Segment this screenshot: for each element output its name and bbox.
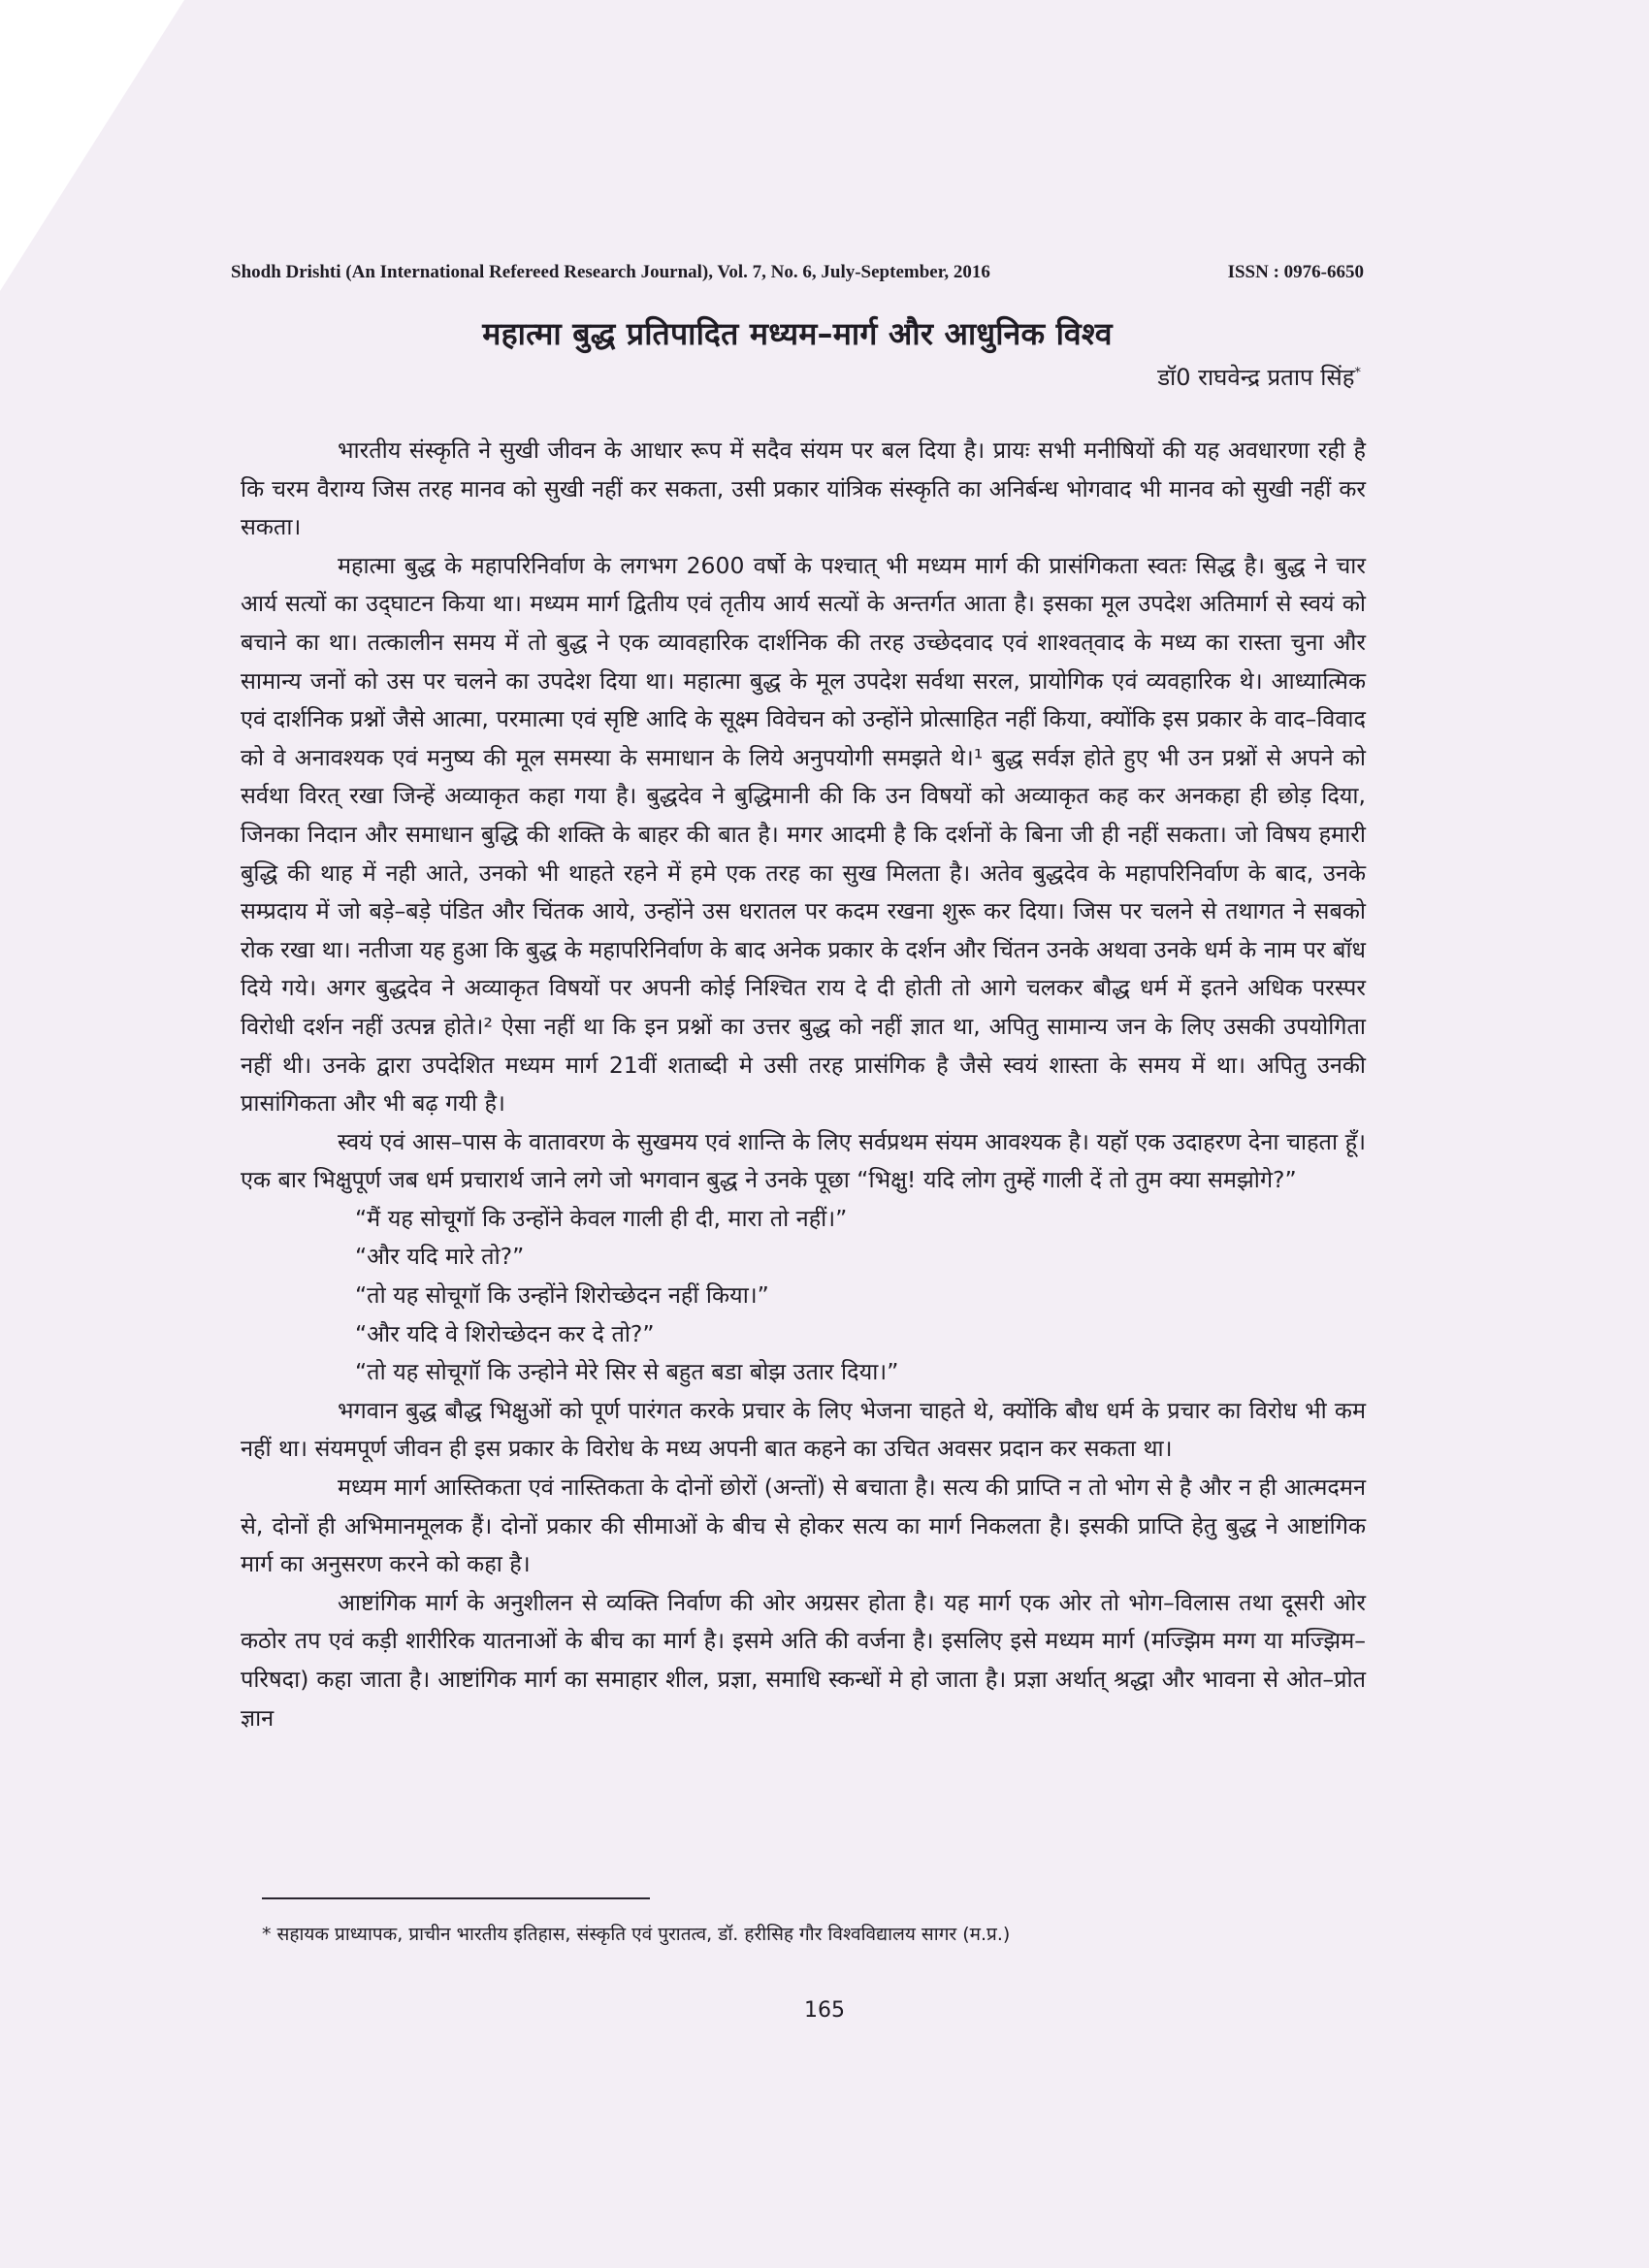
- paragraph: महात्मा बुद्ध के महापरिनिर्वाण के लगभग 2600 वर्षो के पश्चात् भी मध्यम मार्ग की प्रासंगिकता स्वतः सिद्ध है। बुद्ध ने चार आर्य सत्यों का उद्‌घाटन किया था। मध्यम मार्ग द्वितीय एवं तृतीय आर्य सत्यों के अन्तर्गत आता है। इसका मूल उपदेश अतिमार्ग से स्वयं को बचाने का था। तत्कालीन समय में तो बुद्ध ने एक व्यावहारिक दार्शनिक की तरह उच्छेदवाद एवं शाश्वत्‌वाद के मध्य का रास्ता चुना और सामान्य जनों को उस पर चलने का उपदेश दिया था। महात्मा बुद्ध के मूल उपदेश सर्वथा सरल, प्रायोगिक एवं व्यवहारिक थे। आध्यात्मिक एवं दार्शनिक प्रश्नों जैसे आत्मा, परमात्मा एवं सृष्टि आदि के सूक्ष्म विवेचन को उन्होंने प्रोत्साहित नहीं किया, क्योंकि इस प्रकार के वाद–विवाद को वे अनावश्यक एवं मनुष्य की मूल समस्या के समाधान के लिये अनुपयोगी समझते थे।¹ बुद्ध सर्वज्ञ होते हुए भी उन प्रश्नों से अपने को सर्वथा विरत् रखा जिन्हें अव्याकृत कहा गया है। बुद्धदेव ने बुद्धिमानी की कि उन विषयों को अव्याकृत कह कर अनकहा ही छोड़ दिया, जिनका निदान और समाधान बुद्धि की शक्ति के बाहर की बात है। मगर आदमी है कि दर्शनों के बिना जी ही नहीं सकता। जो विषय हमारी बुद्धि की थाह में नही आते, उनको भी थाहते रहने में हमे एक तरह का सुख मिलता है। अतेव बुद्धदेव के महापरिनिर्वाण के बाद, उनके सम्प्रदाय में जो बड़े–बड़े पंडित और चिंतक आये, उन्होंने उस धरातल पर कदम रखना शुरू कर दिया। जिस पर चलने से तथागत ने सबको रोक रखा था। नतीजा यह हुआ कि बुद्ध के महापरिनिर्वाण के बाद अनेक प्रकार के दर्शन और चिंतन उनके अथवा उनके धर्म के नाम पर बॉध दिये गये। अगर बुद्धदेव ने अव्याकृत विषयों पर अपनी कोई निश्चित राय दे दी होती तो आगे चलकर बौद्ध धर्म में इतने अधिक परस्पर विरोधी दर्शन नहीं उत्पन्न होते।² ऐसा नहीं था कि इन प्रश्नों का उत्तर बुद्ध को नहीं ज्ञात था, अपितु सामान्य जन के लिए उसकी उपयोगिता नहीं थी। उनके द्वारा उपदेशित मध्यम मार्ग 21वीं शताब्दी मे उसी तरह प्रासंगिक है जैसे स्वयं शास्ता के समय में था। अपितु उनकी प्रासांगिकता और भी बढ़ गयी है।: [241, 551, 1366, 1118]
- page-number: 165: [804, 1998, 845, 2023]
- issn: ISSN : 0976-6650: [1227, 262, 1364, 282]
- author-line: [231, 361, 1361, 393]
- paragraph: स्वयं एवं आस–पास के वातावरण के सुखमय एवं शान्ति के लिए सर्वप्रथम संयम आवश्यक है। यहॉ एक उदाहरण देना चाहता हूँ। एक बार भिक्षुपूर्ण जब धर्म प्रचारार्थ जाने लगे जो भगवान बुद्ध ने उनके पूछा “भिक्षु! यदि लोग तुम्हें गाली दें तो तुम क्या समझोगे?”: [241, 1127, 1366, 1194]
- dialog-line: “मैं यह सोचूगॉ कि उन्होंने केवल गाली ही दी, मारा तो नहीं।”: [355, 1204, 848, 1232]
- dialog-line: “तो यह सोचूगॉ कि उन्होने मेरे सिर से बहुत बडा बोझ उतार दिया।”: [355, 1358, 899, 1386]
- article-body: [241, 432, 1366, 1737]
- paragraph: भगवान बुद्ध बौद्ध भिक्षुओं को पूर्ण पारंगत करके प्रचार के लिए भेजना चाहते थे, क्योंकि बौध धर्म के प्रचार का विरोध भी कम नहीं था। संयमपूर्ण जीवन ही इस प्रकार के विरोध के मध्य अपनी बात कहने का उचित अवसर प्रदान कर सकता था।: [241, 1396, 1366, 1463]
- article-title: महात्मा बुद्ध प्रतिपादित मध्यम–मार्ग और आधुनिक विश्व: [482, 315, 1113, 352]
- footnote-divider: [262, 1897, 650, 1899]
- folded-corner: [0, 0, 184, 291]
- footnote: * सहायक प्राध्यापक, प्राचीन भारतीय इतिहास, संस्कृति एवं पुरातत्व, डॉ. हरीसिह गौर विश्वविद्यालय सागर (म.प्र.): [262, 1924, 1011, 1945]
- running-header: [231, 262, 1364, 283]
- paragraph: मध्यम मार्ग आस्तिकता एवं नास्तिकता के दोनों छोरों (अन्तों) से बचाता है। सत्य की प्राप्ति न तो भोग से है और न ही आत्मदमन से, दोनों ही अभिमानमूलक हैं। दोनों प्रकार की सीमाओं के बीच से होकर सत्य का मार्ग निकलता है। इसकी प्राप्ति हेतु बुद्ध ने आष्टांगिक मार्ग का अनुसरण करने को कहा है।: [241, 1474, 1366, 1578]
- author-footnote-mark: *: [1354, 366, 1361, 380]
- paragraph: भारतीय संस्कृति ने सुखी जीवन के आधार रूप में सदैव संयम पर बल दिया है। प्रायः सभी मनीषियों की यह अवधारणा रही है कि चरम वैराग्य जिस तरह मानव को सुखी नहीं कर सकता, उसी प्रकार यांत्रिक संस्कृति का अनिर्बन्ध भोगवाद भी मानव को सुखी नहीं कर सकता।: [241, 437, 1366, 541]
- dialog-line: “और यदि वे शिरोच्छेदन कर दे तो?”: [355, 1319, 655, 1347]
- dialog-line: “तो यह सोचूगॉ कि उन्होंने शिरोच्छेदन नहीं किया।”: [355, 1281, 769, 1310]
- dialog-line: “और यदि मारे तो?”: [355, 1243, 525, 1271]
- paragraph: आष्टांगिक मार्ग के अनुशीलन से व्यक्ति निर्वाण की ओर अग्रसर होता है। यह मार्ग एक ओर तो भोग–विलास तथा दूसरी ओर कठोर तप एवं कड़ी शारीरिक यातनाओं के बीच का मार्ग है। इसमे अति की वर्जना है। इसलिए इसे मध्यम मार्ग (मज्झिम मग्ग या मज्झिम–परिषदा) कहा जाता है। आष्टांगिक मार्ग का समाहार शील, प्रज्ञा, समाधि स्कन्धों मे हो जाता है। प्रज्ञा अर्थात् श्रद्धा और भावना से ओत–प्रोत ज्ञान: [241, 1588, 1366, 1732]
- journal-citation: Shodh Drishti (An International Refereed Research Journal), Vol. 7, No. 6, July-September, 2016: [231, 262, 990, 282]
- author-name: डॉ0 राघवेन्द्र प्रताप सिंह: [1157, 364, 1355, 391]
